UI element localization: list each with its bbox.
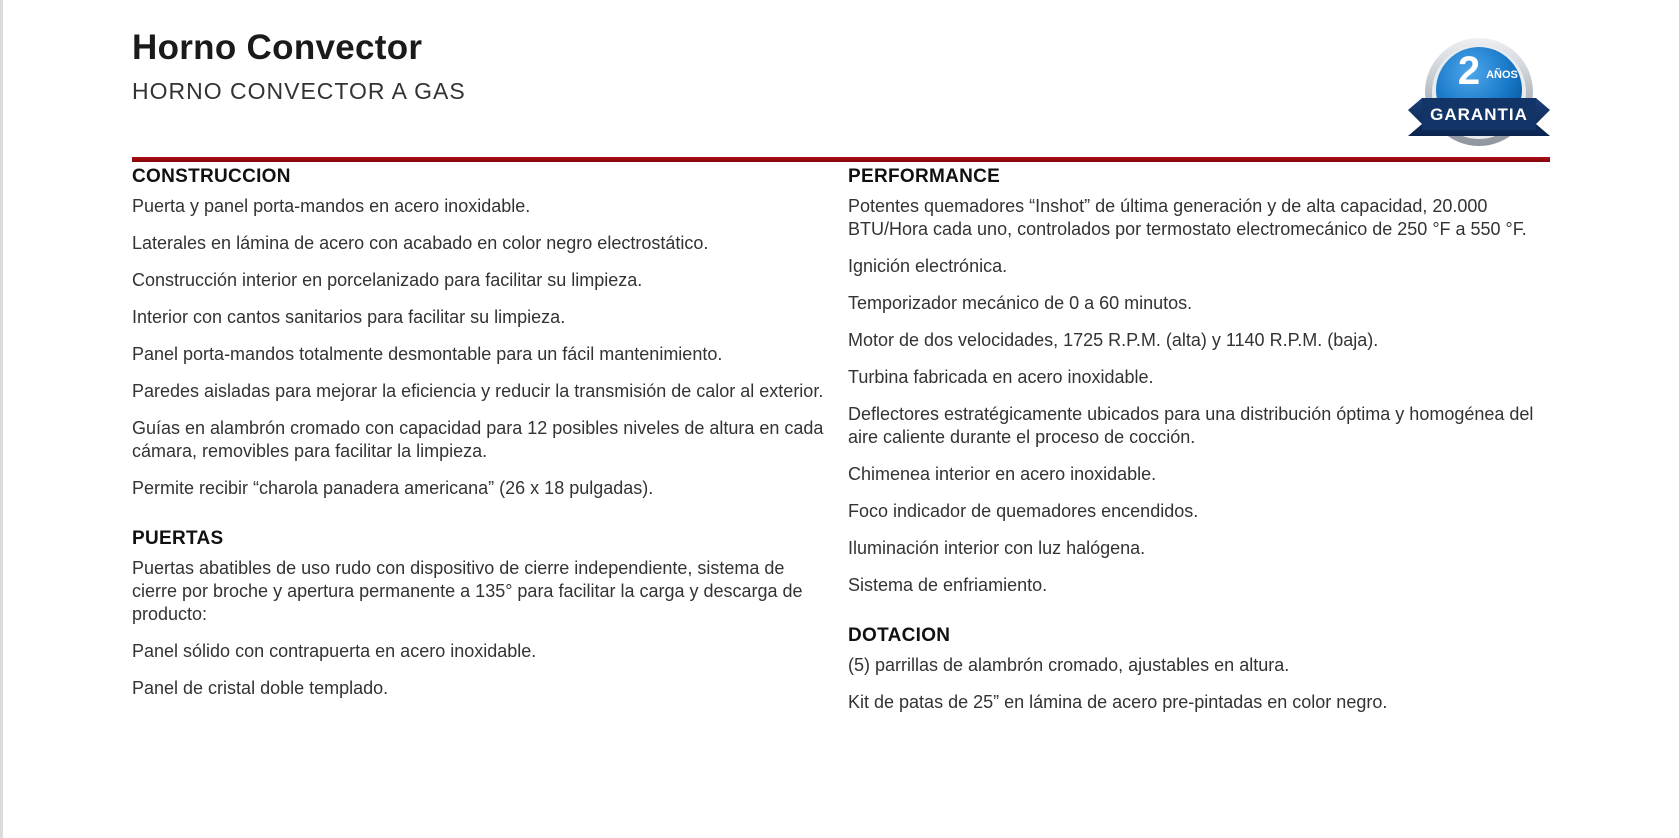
spec-sheet: [132, 0, 1550, 838]
section-performance: [848, 165, 1550, 597]
list-item: Puertas abatibles de uso rudo con dispositivo de cierre independiente, sistema de cierre por broche y apertura permanente a 135° para facilitar la carga y descarga de producto:: [132, 558, 803, 624]
list-item: Foco indicador de quemadores encendidos.: [848, 501, 1199, 521]
list-item: (5) parrillas de alambrón cromado, ajustables en altura.: [848, 655, 1290, 675]
section-dotacion: [848, 624, 1550, 714]
list-item: Panel sólido con contrapuerta en acero inoxidable.: [132, 641, 537, 661]
right-column: [848, 165, 1550, 741]
list-item: Potentes quemadores “Inshot” de última generación y de alta capacidad, 20.000 BTU/Hora cada uno, controlados por termostato electromecánico de 250 °F a 550 °F.: [848, 196, 1527, 239]
left-column: [132, 165, 832, 727]
section-construccion: [132, 165, 832, 500]
section-heading-dotacion: DOTACION: [848, 625, 951, 646]
section-puertas: [132, 527, 832, 700]
header-divider: [132, 157, 1550, 162]
list-item: Turbina fabricada en acero inoxidable.: [848, 367, 1154, 387]
list-item: Laterales en lámina de acero con acabado en color negro electrostático.: [132, 233, 709, 253]
page-subtitle: HORNO CONVECTOR A GAS: [132, 78, 466, 104]
page-edge: [0, 0, 3, 838]
list-item: Deflectores estratégicamente ubicados para una distribución óptima y homogénea del aire caliente durante el proceso de cocción.: [848, 404, 1534, 447]
section-heading-puertas: PUERTAS: [132, 528, 224, 549]
badge-number: 2: [1457, 49, 1481, 93]
page-title: Horno Convector: [132, 28, 423, 67]
list-item: Paredes aisladas para mejorar la eficiencia y reducir la transmisión de calor al exterior.: [132, 381, 824, 401]
list-item: Temporizador mecánico de 0 a 60 minutos.: [848, 293, 1193, 313]
list-item: Guías en alambrón cromado con capacidad para 12 posibles niveles de altura en cada cámara, removibles para facilitar la limpieza.: [132, 418, 824, 461]
section-heading-construccion: CONSTRUCCION: [132, 166, 291, 187]
badge-unit: AÑOS: [1486, 69, 1518, 81]
list-item: Construcción interior en porcelanizado para facilitar su limpieza.: [132, 270, 643, 290]
badge-label: GARANTIA: [1430, 105, 1528, 124]
list-item: Interior con cantos sanitarios para facilitar su limpieza.: [132, 307, 566, 327]
list-item: Puerta y panel porta-mandos en acero inoxidable.: [132, 196, 531, 216]
list-item: Kit de patas de 25” en lámina de acero pre-pintadas en color negro.: [848, 692, 1388, 712]
warranty-badge: [1408, 38, 1550, 150]
section-heading-performance: PERFORMANCE: [848, 166, 1001, 187]
list-item: Motor de dos velocidades, 1725 R.P.M. (alta) y 1140 R.P.M. (baja).: [848, 330, 1379, 350]
list-item: Chimenea interior en acero inoxidable.: [848, 464, 1157, 484]
list-item: Iluminación interior con luz halógena.: [848, 538, 1146, 558]
list-item: Sistema de enfriamiento.: [848, 575, 1048, 595]
list-item: Panel de cristal doble templado.: [132, 678, 389, 698]
list-item: Permite recibir “charola panadera americana” (26 x 18 pulgadas).: [132, 478, 654, 498]
list-item: Panel porta-mandos totalmente desmontable para un fácil mantenimiento.: [132, 344, 723, 364]
list-item: Ignición electrónica.: [848, 256, 1008, 276]
